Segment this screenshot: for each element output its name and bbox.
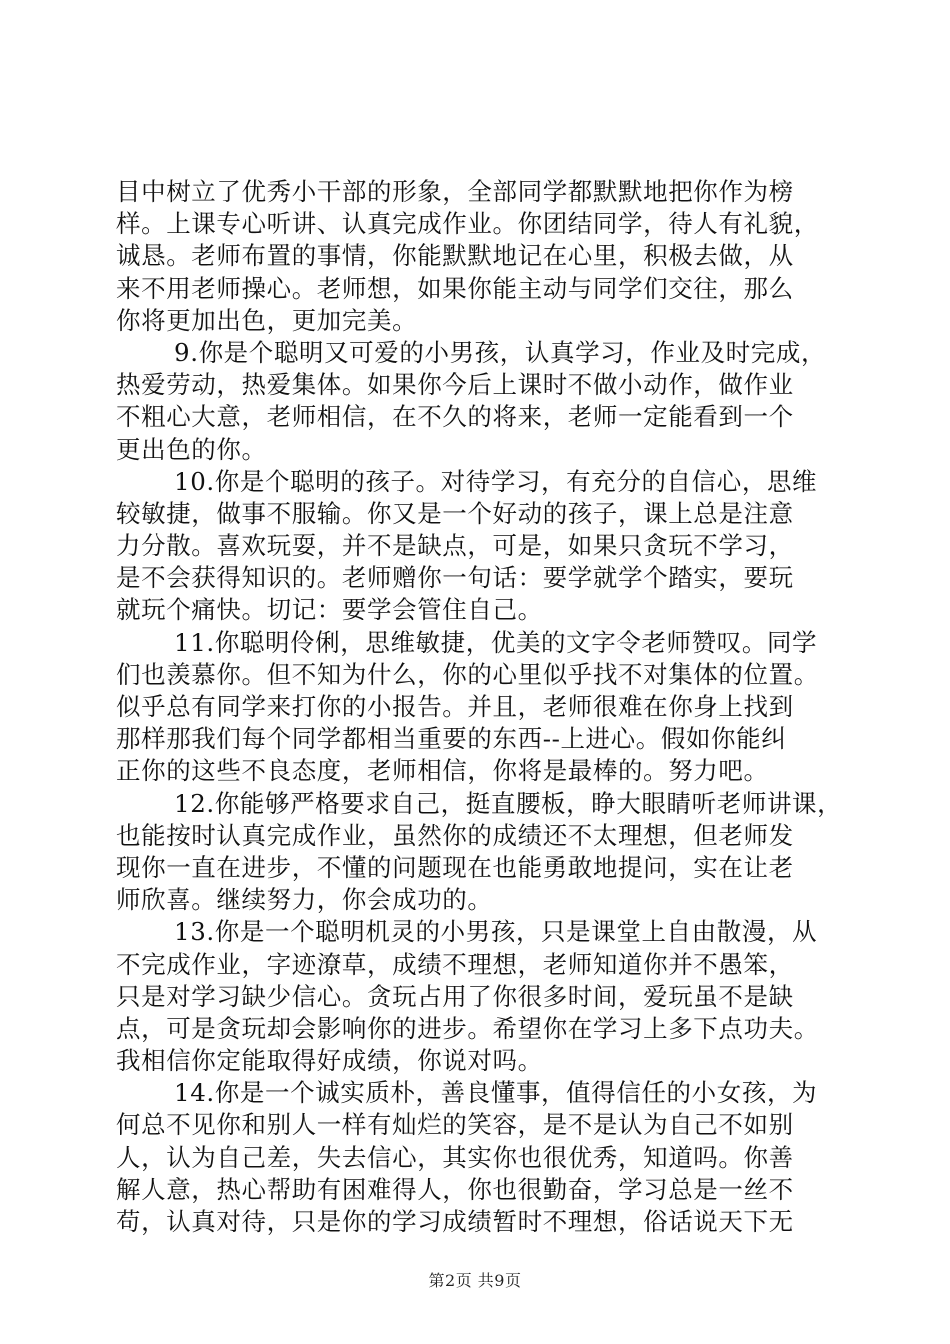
text-line: 们也羡慕你。但不知为什么，你的心里似乎找不对集体的位置。 [116, 659, 819, 689]
text-line: 力分散。喜欢玩耍，并不是缺点，可是，如果只贪玩不学习， [116, 531, 794, 561]
text-line: 苟，认真对待，只是你的学习成绩暂时不理想，俗话说天下无 [116, 1207, 794, 1236]
text-line: 来不用老师操心。老师想，如果你能主动与同学们交往，那么 [116, 273, 794, 303]
text-line: 那样那我们每个同学都相当重要的东西--上进心。假如你能纠 [116, 724, 787, 754]
text-line: 何总不见你和别人一样有灿烂的笑容，是不是认为自己不如别 [116, 1110, 794, 1140]
text-line: 样。上课专心听讲、认真完成作业。你团结同学，待人有礼貌， [116, 209, 819, 239]
text-line: 诚恳。老师布置的事情，你能默默地记在心里，积极去做，从 [116, 241, 794, 271]
text-line: 更出色的你。 [116, 434, 267, 464]
text-line: 正你的这些不良态度，老师相信，你将是最棒的。努力吧。 [116, 756, 769, 786]
paragraph-first-line: 10.你是个聪明的孩子。对待学习，有充分的自信心，思维 [174, 466, 818, 496]
page-footer: 第2页 共9页 [428, 1271, 522, 1290]
text-line: 较敏捷，做事不服输。你又是一个好动的孩子，课上总是注意 [116, 498, 794, 528]
text-line: 似乎总有同学来打你的小报告。并且，老师很难在你身上找到 [116, 692, 794, 721]
text-line: 人，认为自己差，失去信心，其实你也很优秀，知道吗。你善 [116, 1142, 794, 1172]
text-line: 点，可是贪玩却会影响你的进步。希望你在学习上多下点功夫。 [116, 1013, 819, 1043]
text-line: 不粗心大意，老师相信，在不久的将来，老师一定能看到一个 [116, 402, 794, 432]
paragraph-first-line: 12.你能够严格要求自己，挺直腰板，睁大眼睛听老师讲课， [174, 788, 843, 818]
text-line: 就玩个痛快。切记：要学会管住自己。 [116, 595, 543, 625]
paragraph-first-line: 9.你是个聪明又可爱的小男孩，认真学习，作业及时完成， [174, 337, 827, 367]
text-line: 也能按时认真完成作业，虽然你的成绩还不太理想，但老师发 [116, 820, 794, 850]
text-line: 是不会获得知识的。老师赠你一句话：要学就学个踏实，要玩 [116, 563, 794, 593]
paragraph-first-line: 13.你是一个聪明机灵的小男孩，只是课堂上自由散漫，从 [174, 917, 818, 947]
text-line: 师欣喜。继续努力，你会成功的。 [116, 885, 493, 915]
paragraph-first-line: 14.你是一个诚实质朴，善良懂事，值得信任的小女孩，为 [174, 1078, 818, 1108]
paragraph-first-line: 11.你聪明伶俐，思维敏捷，优美的文字令老师赞叹。同学 [174, 627, 818, 657]
text-line: 热爱劳动，热爱集体。如果你今后上课时不做小动作，做作业 [116, 370, 794, 400]
text-line: 我相信你定能取得好成绩，你说对吗。 [116, 1046, 543, 1076]
document-body [116, 176, 843, 1238]
text-line: 只是对学习缺少信心。贪玩占用了你很多时间，爱玩虽不是缺 [116, 981, 794, 1011]
text-line: 解人意，热心帮助有困难得人，你也很勤奋，学习总是一丝不 [116, 1174, 794, 1204]
text-line: 现你一直在进步，不懂的问题现在也能勇敢地提问，实在让老 [116, 852, 794, 882]
text-line: 不完成作业，字迹潦草，成绩不理想，老师知道你并不愚笨， [116, 949, 794, 979]
text-line: 目中树立了优秀小干部的形象，全部同学都默默地把你作为榜 [116, 177, 794, 206]
text-line: 你将更加出色，更加完美。 [116, 305, 418, 335]
